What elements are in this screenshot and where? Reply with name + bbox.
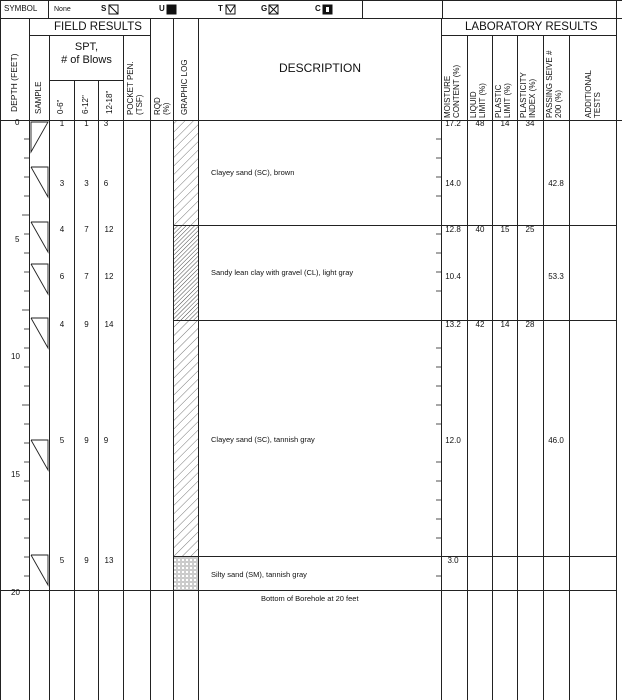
moisture-value: 13.2 xyxy=(445,320,461,329)
moisture-value: 12.8 xyxy=(445,225,461,234)
spt-value: 3 xyxy=(103,119,109,128)
additional-header-1: ADDITIONAL xyxy=(584,69,593,118)
depth-header: DEPTH (FEET) xyxy=(9,53,19,112)
spt-value: 7 xyxy=(84,225,89,234)
stratum-3-hatch xyxy=(174,320,198,556)
sample-symbol-7 xyxy=(31,555,48,585)
pocket-pen-header-2: (TSF) xyxy=(135,94,144,115)
depth-label: 5 xyxy=(15,235,20,244)
sample-symbol-2 xyxy=(31,167,48,197)
spt-value: 1 xyxy=(59,119,65,128)
spt-value: 12 xyxy=(104,272,114,281)
stratum-description: Silty sand (SM), tannish gray xyxy=(211,570,307,579)
u-symbol-icon xyxy=(167,5,176,14)
depth-label: 0 xyxy=(15,118,20,127)
spt-value: 5 xyxy=(59,436,65,445)
plastic-limit-value: 14 xyxy=(500,119,510,128)
rqd-header-2: (%) xyxy=(162,102,171,115)
spt-value: 3 xyxy=(59,179,65,188)
spt-value: 14 xyxy=(104,320,114,329)
field-results-header: FIELD RESULTS xyxy=(54,21,142,33)
plasticity-index-value: 28 xyxy=(525,320,535,329)
plasticity-header-2: INDEX (%) xyxy=(528,78,537,118)
sample-symbol-1 xyxy=(31,122,48,152)
depth-label: 15 xyxy=(11,470,20,479)
lab-results-header: LABORATORY RESULTS xyxy=(465,21,598,33)
rqd-header-1: RQD xyxy=(153,97,162,115)
moisture-value: 17.2 xyxy=(445,119,461,128)
plasticity-header-1: PLASTICITY xyxy=(519,72,528,118)
moisture-value: 12.0 xyxy=(445,436,461,445)
stratum-1-hatch xyxy=(174,120,198,225)
spt-header-line2: # of Blows xyxy=(61,54,112,66)
liquid-limit-value: 42 xyxy=(475,320,485,329)
moisture-header-2: CONTENT (%) xyxy=(452,64,461,118)
moisture-value: 14.0 xyxy=(445,179,461,188)
moisture-value: 3.0 xyxy=(447,556,459,565)
plastic-limit-value: 15 xyxy=(500,225,510,234)
spt-value: 4 xyxy=(59,225,65,234)
spt-value: 12 xyxy=(104,225,114,234)
stratum-description: Sandy lean clay with gravel (CL), light gray xyxy=(211,268,354,277)
passing-200-value: 53.3 xyxy=(548,272,564,281)
moisture-value: 10.4 xyxy=(445,272,461,281)
plasticity-index-value: 25 xyxy=(525,225,535,234)
liquid-limit-value: 40 xyxy=(475,225,485,234)
plastic-header-2: LIMIT (%) xyxy=(503,83,512,118)
spt-value: 7 xyxy=(84,272,89,281)
spt-value: 13 xyxy=(104,556,114,565)
depth-label: 20 xyxy=(11,588,20,597)
spt-value: 9 xyxy=(84,436,89,445)
spt-value: 1 xyxy=(84,119,89,128)
pocket-pen-header-1: POCKET PEN. xyxy=(126,61,135,115)
symbol-u: U xyxy=(159,4,165,13)
stratum-description: Clayey sand (SC), brown xyxy=(211,168,295,177)
passing-200-value: 46.0 xyxy=(548,436,564,445)
symbol-none: None xyxy=(54,6,71,13)
additional-header-2: TESTS xyxy=(593,92,602,118)
spt-value: 9 xyxy=(103,436,109,445)
liquid-header-2: LIMIT (%) xyxy=(478,83,487,118)
plastic-limit-value: 14 xyxy=(500,320,510,329)
liquid-limit-value: 48 xyxy=(475,119,485,128)
spt-6-12-header: 6-12" xyxy=(81,95,90,114)
spt-value: 5 xyxy=(59,556,65,565)
spt-value: 4 xyxy=(59,320,65,329)
passing-header-1: PASSING SEIVE # xyxy=(545,50,554,118)
spt-value: 3 xyxy=(84,179,89,188)
symbol-t: T xyxy=(218,4,223,13)
bottom-of-borehole-note: Bottom of Borehole at 20 feet xyxy=(261,594,359,603)
passing-200-value: 42.8 xyxy=(548,179,564,188)
symbol-c: C xyxy=(315,4,321,13)
sample-symbol-3 xyxy=(31,222,48,252)
sample-header: SAMPLE xyxy=(34,81,43,114)
liquid-header-1: LIQUID xyxy=(469,91,478,118)
moisture-header-1: MOISTURE xyxy=(443,75,452,118)
graphic-log-header: GRAPHIC LOG xyxy=(180,59,189,115)
symbol-s: S xyxy=(101,4,107,13)
stratum-2-hatch xyxy=(174,225,198,320)
symbol-g: G xyxy=(261,4,268,13)
spt-0-6-header: 0-6" xyxy=(56,99,65,114)
spt-value: 6 xyxy=(103,179,109,188)
sample-symbol-5 xyxy=(31,318,48,348)
spt-value: 9 xyxy=(84,320,89,329)
passing-header-2: 200 (%) xyxy=(554,89,563,118)
spt-header-line1: SPT, xyxy=(74,41,99,53)
description-header: DESCRIPTION xyxy=(278,61,361,75)
spt-value: 9 xyxy=(84,556,89,565)
spt-12-18-header: 12-18" xyxy=(105,90,114,114)
sample-symbol-6 xyxy=(31,440,48,470)
depth-label: 10 xyxy=(11,352,20,361)
sample-symbol-4 xyxy=(31,264,48,294)
plasticity-index-value: 34 xyxy=(525,119,535,128)
spt-value: 6 xyxy=(59,272,65,281)
symbol-label: SYMBOL xyxy=(4,4,38,13)
stratum-description: Clayey sand (SC), tannish gray xyxy=(211,435,315,444)
stratum-4-hatch xyxy=(174,556,198,590)
plastic-header-1: PLASTIC xyxy=(494,84,503,118)
